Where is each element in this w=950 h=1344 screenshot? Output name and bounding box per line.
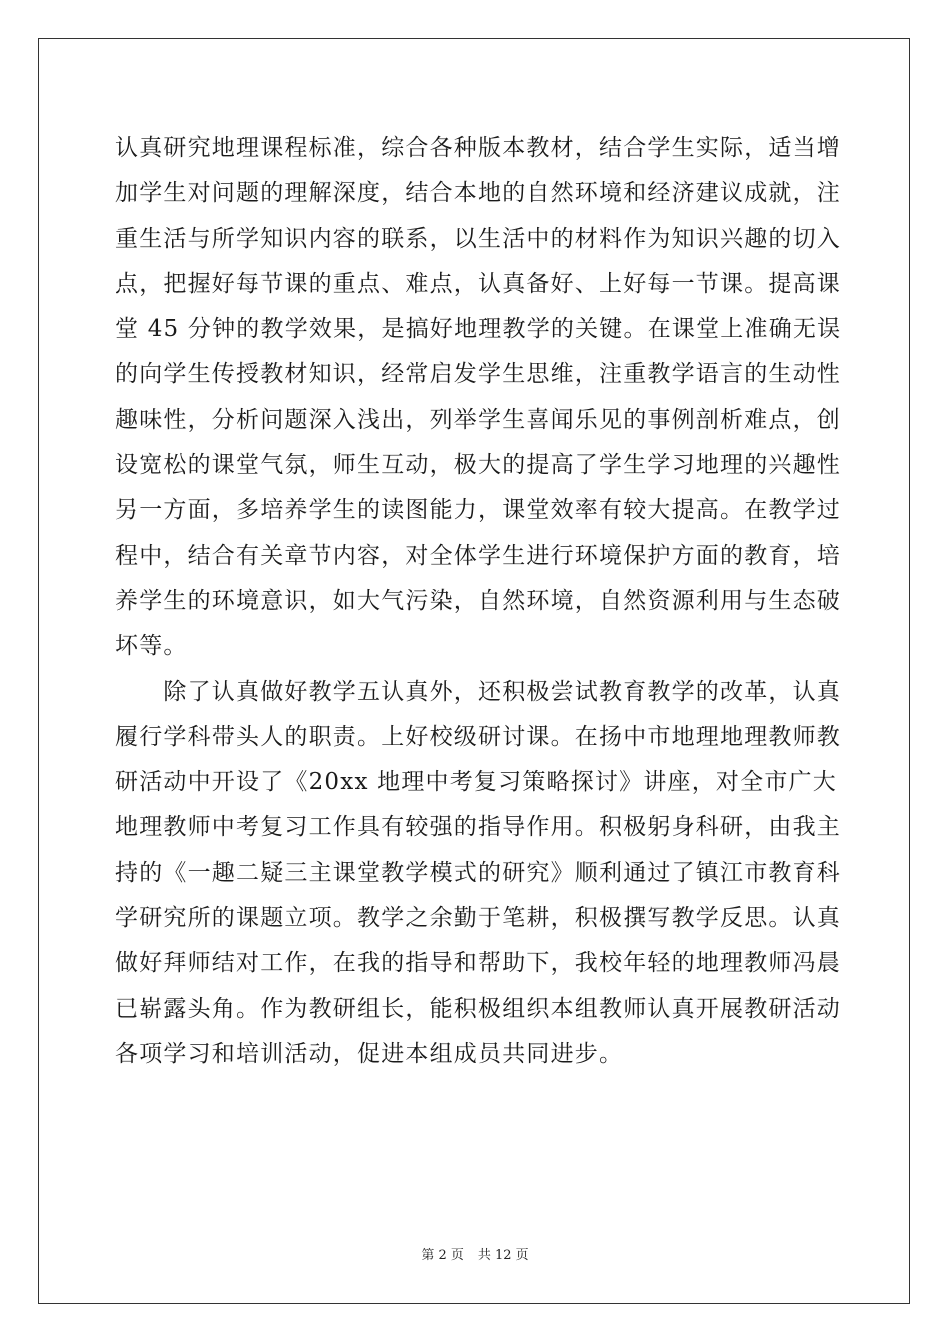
text-line: 做好拜师结对工作，在我的指导和帮助下，我校年轻的地理教师冯晨 (115, 950, 841, 977)
text-line: 程中，结合有关章节内容，对全体学生进行环境保护方面的教育，培 (115, 542, 841, 569)
text-line: 学研究所的课题立项。教学之余勤于笔耕，积极撰写教学反思。认真 (115, 905, 841, 932)
text-line: 重生活与所学知识内容的联系，以生活中的材料作为知识兴趣的切入 (115, 225, 841, 252)
text-line: 除了认真做好教学五认真外，还积极尝试教育教学的改革，认真 (115, 678, 841, 705)
page-footer (0, 1244, 950, 1263)
text-line: 趣味性，分析问题深入浅出，列举学生喜闻乐见的事例剖析难点，创 (115, 406, 841, 433)
text-line: 各项学习和培训活动，促进本组成员共同进步。 (115, 1040, 624, 1067)
text-line: 加学生对问题的理解深度，结合本地的自然环境和经济建议成就，注 (115, 180, 841, 207)
text-line: 认真研究地理课程标准，综合各种版本教材，结合学生实际，适当增 (115, 135, 841, 161)
text-line: 坏等。 (115, 633, 188, 660)
text-line: 养学生的环境意识，如大气污染，自然环境，自然资源利用与生态破 (115, 587, 841, 614)
text-line: 研活动中开设了《20xx 地理中考复习策略探讨》讲座，对全市广大 (115, 769, 837, 796)
document-body (115, 126, 842, 1077)
page-total: 共 12 页 (477, 1248, 529, 1263)
text-line: 设宽松的课堂气氛，师生互动，极大的提高了学生学习地理的兴趣性 (115, 452, 841, 479)
text-line: 点，把握好每节课的重点、难点，认真备好、上好每一节课。提高课 (115, 270, 841, 297)
text-line: 另一方面，多培养学生的读图能力，课堂效率有较大提高。在教学过 (115, 497, 841, 524)
text-line: 堂 45 分钟的教学效果，是搞好地理教学的关键。在课堂上准确无误 (115, 316, 842, 343)
text-line: 持的《一趣二疑三主课堂教学模式的研究》顺利通过了镇江市教育科 (115, 859, 841, 886)
text-line: 的向学生传授教材知识，经常启发学生思维，注重教学语言的生动性 (115, 361, 841, 388)
paragraph-1 (115, 126, 842, 670)
text-line: 履行学科带头人的职责。上好校级研讨课。在扬中市地理地理教师教 (115, 723, 841, 750)
text-line: 地理教师中考复习工作具有较强的指导作用。积极躬身科研，由我主 (115, 814, 841, 841)
paragraph-2 (115, 670, 841, 1078)
text-line: 已崭露头角。作为教研组长，能积极组织本组教师认真开展教研活动 (115, 995, 841, 1022)
page-number: 第 2 页 (421, 1248, 464, 1263)
